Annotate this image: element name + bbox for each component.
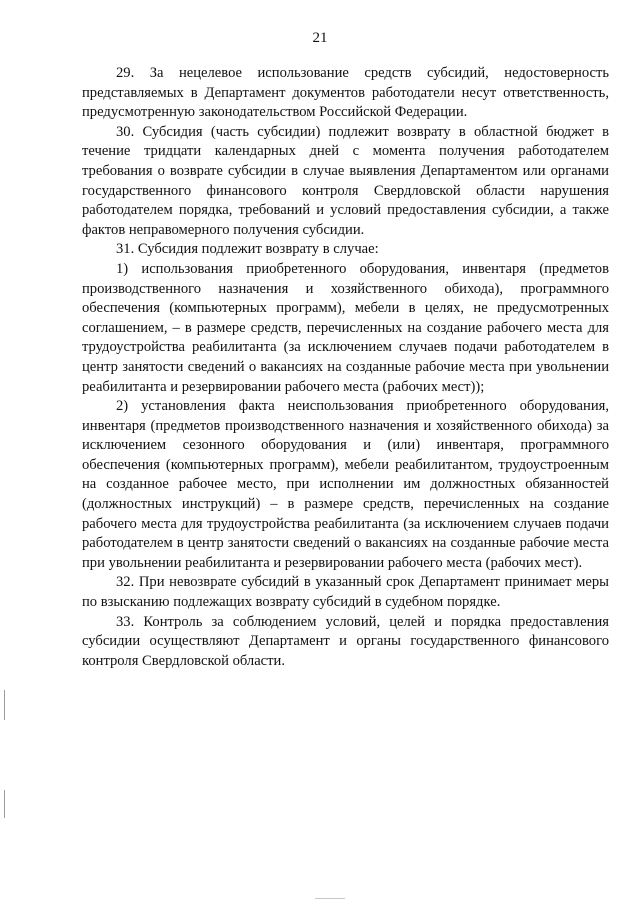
paragraph-31-item-1: 1) использования приобретенного оборудования, инвентаря (предметов производственного назначения и хозяйственного обихода), программного обеспечения (компьютерных программ), мебели в целях, не предусмотренных соглашением, – в размере средств, перечисленных на создание рабочего места для трудоустройства реабилитанта (за исключением случаев подачи работодателем в центр занятости сведений о вакансиях на созданные рабочие места при увольнении реабилитанта и резервировании рабочего места (рабочих мест)); bbox=[82, 260, 609, 395]
paragraph-33: 33. Контроль за соблюдением условий, целей и порядка предоставления субсидии осуществляют Департамент и органы государственного финансового контроля Свердловской области. bbox=[82, 613, 609, 669]
paragraph-32: 32. При невозврате субсидий в указанный срок Департамент принимает меры по взысканию подлежащих возврату субсидий в судебном порядке. bbox=[82, 574, 609, 611]
paragraph-30: 30. Субсидия (часть субсидии) подлежит возврату в областной бюджет в течение тридцати календарных дней с момента получения работодателем требования о возврате субсидии в случае выявления Департаментом или органами государственного финансового контроля Свердловской области нарушения работодателем порядка, требований и условий предоставления субсидии, а также фактов неправомерного получения субсидии. bbox=[82, 123, 609, 238]
scan-edge-mark bbox=[4, 690, 5, 720]
paragraph-29: 29. За нецелевое использование средств субсидий, недостоверность представляемых в Департамент документов работодатели несут ответственность, предусмотренную законодательством Российской Федерации. bbox=[82, 65, 609, 121]
page-number: 21 bbox=[312, 30, 328, 46]
scan-edge-mark bbox=[4, 790, 5, 818]
document-body bbox=[82, 64, 609, 671]
paragraph-31: 31. Субсидия подлежит возврату в случае: bbox=[116, 241, 379, 258]
paragraph-31-item-2: 2) установления факта неиспользования приобретенного оборудования, инвентаря (предметов производственного назначения и хозяйственного обихода) за исключением сезонного оборудования и (или) инвентаря, программного обеспечения (компьютерных программ), мебели реабилитантом, трудоустроенным на созданное рабочее место, при исполнении им должностных обязанностей (должностных инструкций) – в размере средств, перечисленных на создание рабочего места для трудоустройства реабилитанта (за исключением случаев подачи работодателем в центр занятости сведений о вакансиях на созданные рабочие места при увольнении реабилитанта и резервировании рабочего места (рабочих мест). bbox=[82, 398, 609, 571]
scan-speck bbox=[315, 898, 345, 899]
